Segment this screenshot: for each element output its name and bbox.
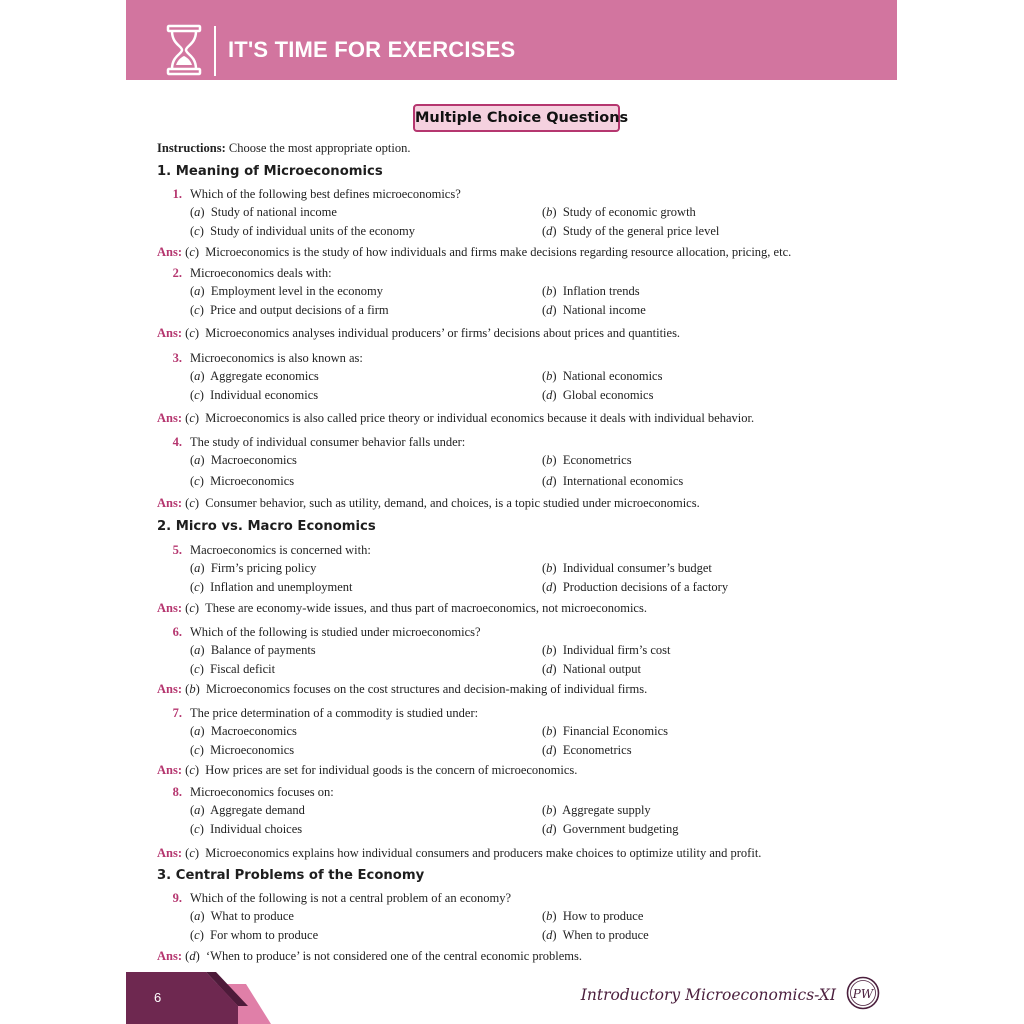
answer-line <box>157 948 582 964</box>
option-text: Inflation trends <box>562 284 640 298</box>
option-b <box>542 283 640 299</box>
option-text: Microeconomics <box>210 743 295 757</box>
instructions-label: Instructions: <box>157 141 226 155</box>
answer-text: Microeconomics is the study of how individuals and firms make decisions regarding resource allocation, pricing, etc. <box>205 245 792 259</box>
option-a <box>190 560 316 576</box>
option-d <box>542 579 728 595</box>
answer-label: Ans: <box>157 763 183 777</box>
option-c <box>190 302 389 318</box>
option-b <box>542 642 670 658</box>
answer-text: These are economy-wide issues, and thus part of macroeconomics, not microeconomics. <box>205 601 647 615</box>
answer-letter: (c) <box>185 763 200 777</box>
question-text: Microeconomics is also known as: <box>190 351 363 365</box>
option-a <box>190 802 305 818</box>
answer-letter: (b) <box>185 682 200 696</box>
answer-letter: (c) <box>185 601 200 615</box>
option-text: Macroeconomics <box>210 453 297 467</box>
answer-label: Ans: <box>157 949 183 963</box>
option-letter: (c) <box>190 662 204 676</box>
question-number: 1. <box>172 187 182 201</box>
answer-line <box>157 845 761 861</box>
option-text: Aggregate demand <box>210 803 305 817</box>
option-text: National economics <box>562 369 663 383</box>
hourglass-icon <box>166 24 202 76</box>
answer-line <box>157 410 754 426</box>
answer-text: Microeconomics analyses individual producers’ or firms’ decisions about prices and quantities. <box>205 326 681 340</box>
answer-text: ‘When to produce’ is not considered one of the central economic problems. <box>205 949 583 963</box>
option-b <box>542 368 662 384</box>
option-a <box>190 452 297 468</box>
option-text: Financial Economics <box>562 724 669 738</box>
answer-label: Ans: <box>157 326 183 340</box>
option-b <box>542 452 632 468</box>
option-text: Study of economic growth <box>562 205 696 219</box>
option-letter: (b) <box>542 205 557 219</box>
option-letter: (b) <box>542 643 557 657</box>
option-text: Fiscal deficit <box>210 662 276 676</box>
option-a <box>190 368 319 384</box>
option-letter: (d) <box>542 822 557 836</box>
option-text: National income <box>562 303 646 317</box>
option-b <box>542 723 668 739</box>
option-text: Econometrics <box>562 453 632 467</box>
answer-text: Consumer behavior, such as utility, demand, and choices, is a topic studied under microeconomics. <box>205 496 700 510</box>
option-letter: (c) <box>190 388 204 402</box>
option-letter: (a) <box>190 561 205 575</box>
instructions <box>157 140 410 156</box>
answer-letter: (c) <box>185 846 200 860</box>
option-a <box>190 908 294 924</box>
option-letter: (d) <box>542 474 557 488</box>
option-c <box>190 387 318 403</box>
option-a <box>190 283 383 299</box>
answer-label: Ans: <box>157 682 183 696</box>
question-number: 6. <box>172 625 182 639</box>
answer-text: Microeconomics focuses on the cost structures and decision-making of individual firms. <box>205 682 648 696</box>
answer-letter: (c) <box>185 326 200 340</box>
option-letter: (a) <box>190 724 205 738</box>
option-letter: (d) <box>542 928 557 942</box>
option-text: When to produce <box>562 928 649 942</box>
option-text: How to produce <box>562 909 644 923</box>
answer-letter: (c) <box>185 411 200 425</box>
option-text: Production decisions of a factory <box>562 580 729 594</box>
question-text: The study of individual consumer behavior falls under: <box>190 435 466 449</box>
option-text: Government budgeting <box>562 822 679 836</box>
option-b <box>542 908 643 924</box>
option-text: Individual economics <box>210 388 319 402</box>
option-d <box>542 821 678 837</box>
answer-label: Ans: <box>157 245 183 259</box>
option-letter: (b) <box>542 453 557 467</box>
answer-line <box>157 244 791 260</box>
pw-logo-text: PW <box>852 987 874 1001</box>
option-d <box>542 661 641 677</box>
option-b <box>542 802 651 818</box>
option-c <box>190 661 275 677</box>
option-d <box>542 473 683 489</box>
question-number: 9. <box>172 891 182 905</box>
option-d <box>542 223 719 239</box>
option-text: Study of individual units of the economy <box>210 224 415 238</box>
option-text: Aggregate supply <box>562 803 651 817</box>
option-letter: (c) <box>190 224 204 238</box>
book-title: Introductory Microeconomics-XI <box>580 986 836 1004</box>
option-letter: (b) <box>542 561 557 575</box>
option-letter: (d) <box>542 388 557 402</box>
option-a <box>190 723 297 739</box>
pw-logo-icon <box>846 976 880 1010</box>
option-d <box>542 927 649 943</box>
option-text: Microeconomics <box>210 474 295 488</box>
instructions-text: Choose the most appropriate option. <box>228 141 411 155</box>
question-number: 7. <box>172 706 182 720</box>
option-c <box>190 927 318 943</box>
option-letter: (a) <box>190 205 205 219</box>
footer-page-tab <box>126 972 271 1024</box>
option-letter: (d) <box>542 224 557 238</box>
answer-line <box>157 325 680 341</box>
page-title: IT'S TIME FOR EXERCISES <box>228 37 516 62</box>
question-text: Macroeconomics is concerned with: <box>190 543 371 557</box>
option-a <box>190 642 316 658</box>
question-text: Which of the following best defines microeconomics? <box>190 187 461 201</box>
option-letter: (a) <box>190 284 205 298</box>
section-heading: 1. Meaning of Microeconomics <box>157 164 383 179</box>
page-number: 6 <box>154 990 162 1005</box>
option-text: Study of national income <box>210 205 337 219</box>
option-text: Macroeconomics <box>210 724 297 738</box>
option-letter: (b) <box>542 284 557 298</box>
option-letter: (c) <box>190 743 204 757</box>
option-text: National output <box>562 662 641 676</box>
question-number: 8. <box>172 785 182 799</box>
question-number: 3. <box>172 351 182 365</box>
answer-line <box>157 681 647 697</box>
option-d <box>542 302 646 318</box>
option-text: Employment level in the economy <box>210 284 384 298</box>
answer-text: Microeconomics explains how individual consumers and producers make choices to optimize utility and profit. <box>205 846 762 860</box>
option-text: For whom to produce <box>210 928 319 942</box>
option-c <box>190 742 294 758</box>
mcq-heading: Multiple Choice Questions <box>413 104 620 132</box>
answer-line <box>157 600 647 616</box>
option-text: Econometrics <box>562 743 632 757</box>
answer-letter: (d) <box>185 949 200 963</box>
option-d <box>542 387 653 403</box>
option-letter: (d) <box>542 662 557 676</box>
question-text: Microeconomics deals with: <box>190 266 332 280</box>
answer-label: Ans: <box>157 411 183 425</box>
question-number: 2. <box>172 266 182 280</box>
option-b <box>542 560 712 576</box>
question-number: 5. <box>172 543 182 557</box>
option-text: International economics <box>562 474 684 488</box>
option-letter: (a) <box>190 369 205 383</box>
option-letter: (d) <box>542 743 557 757</box>
option-letter: (c) <box>190 928 204 942</box>
option-c <box>190 821 302 837</box>
option-letter: (d) <box>542 580 557 594</box>
option-c <box>190 473 294 489</box>
answer-letter: (c) <box>185 496 200 510</box>
question-text: Which of the following is studied under microeconomics? <box>190 625 481 639</box>
question-text: Which of the following is not a central problem of an economy? <box>190 891 512 905</box>
option-letter: (b) <box>542 909 557 923</box>
header-separator <box>214 26 216 76</box>
option-letter: (a) <box>190 643 205 657</box>
answer-letter: (c) <box>185 245 200 259</box>
option-text: Study of the general price level <box>562 224 720 238</box>
option-a <box>190 204 337 220</box>
option-c <box>190 579 352 595</box>
answer-text: How prices are set for individual goods is the concern of microeconomics. <box>205 763 578 777</box>
option-text: Aggregate economics <box>210 369 319 383</box>
option-letter: (b) <box>542 724 557 738</box>
option-b <box>542 204 696 220</box>
option-text: Individual choices <box>210 822 303 836</box>
option-letter: (a) <box>190 909 205 923</box>
option-letter: (b) <box>542 369 557 383</box>
option-letter: (b) <box>542 803 557 817</box>
answer-line <box>157 762 577 778</box>
answer-text: Microeconomics is also called price theory or individual economics because it deals with individual behavior. <box>205 411 755 425</box>
option-text: Global economics <box>562 388 654 402</box>
option-letter: (d) <box>542 303 557 317</box>
option-text: Individual consumer’s budget <box>562 561 712 575</box>
option-letter: (c) <box>190 303 204 317</box>
option-text: Inflation and unemployment <box>210 580 353 594</box>
option-letter: (c) <box>190 474 204 488</box>
option-letter: (c) <box>190 822 204 836</box>
option-c <box>190 223 415 239</box>
answer-label: Ans: <box>157 496 183 510</box>
option-letter: (a) <box>190 453 205 467</box>
question-text: Microeconomics focuses on: <box>190 785 334 799</box>
option-text: Price and output decisions of a firm <box>210 303 389 317</box>
answer-label: Ans: <box>157 846 183 860</box>
question-number: 4. <box>172 435 182 449</box>
option-text: Individual firm’s cost <box>562 643 671 657</box>
option-text: Balance of payments <box>210 643 316 657</box>
question-text: The price determination of a commodity is studied under: <box>190 706 479 720</box>
option-letter: (c) <box>190 580 204 594</box>
option-letter: (a) <box>190 803 205 817</box>
section-heading: 2. Micro vs. Macro Economics <box>157 519 376 534</box>
option-d <box>542 742 632 758</box>
answer-line <box>157 495 700 511</box>
answer-label: Ans: <box>157 601 183 615</box>
option-text: What to produce <box>210 909 294 923</box>
section-heading: 3. Central Problems of the Economy <box>157 868 425 883</box>
option-text: Firm’s pricing policy <box>210 561 317 575</box>
